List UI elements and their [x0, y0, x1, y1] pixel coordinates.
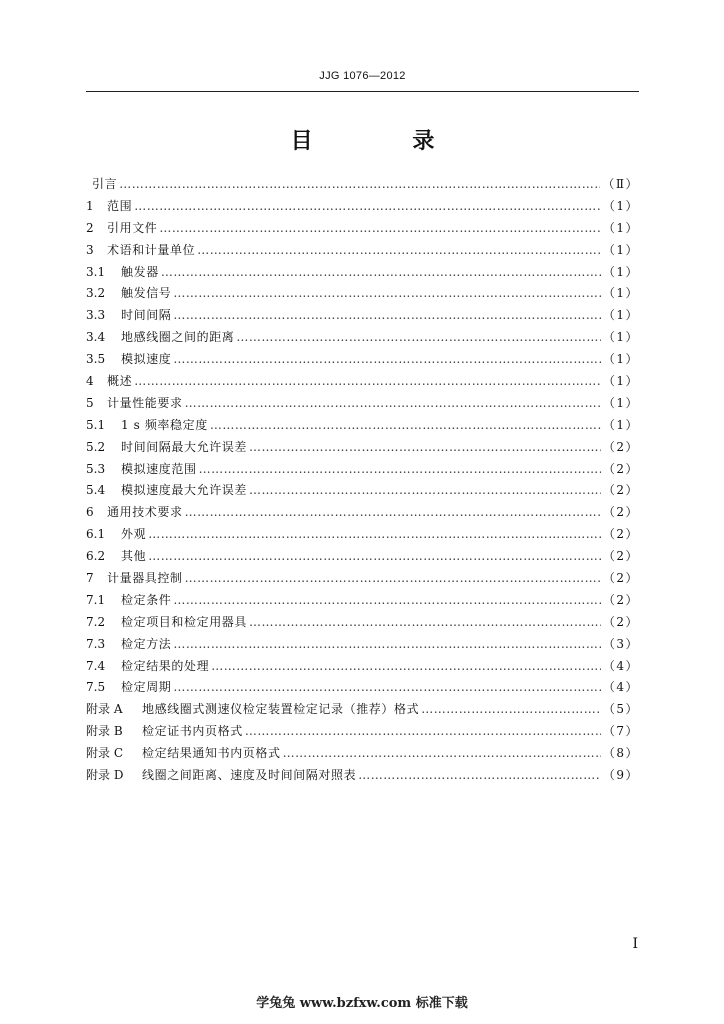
toc-entry-title: 引用文件: [107, 220, 158, 235]
toc-leader-dots: [173, 283, 600, 305]
toc-entry-number: 3.2: [86, 286, 106, 301]
toc-entry-title: 触发器: [121, 264, 159, 279]
toc-entry-number: 3.4: [86, 330, 106, 345]
toc-entry-page: （1）: [602, 352, 639, 367]
toc-entry-page: （4）: [602, 658, 639, 673]
toc-entry-page: （4）: [602, 680, 639, 695]
toc-entry-title: 1 s 频率稳定度: [121, 417, 208, 432]
toc-leader-dots: [173, 305, 600, 327]
toc-entry[interactable]: [86, 218, 639, 240]
toc-entry-number: 3.3: [86, 308, 106, 323]
toc-entry-page: （2）: [602, 505, 639, 520]
toc-entry-number: 1: [86, 198, 94, 213]
toc-entry-number: 7.4: [86, 658, 106, 673]
toc-entry-page: （1）: [602, 417, 639, 432]
toc-leader-dots: [249, 437, 601, 459]
toc-entry[interactable]: [86, 240, 639, 262]
toc-entry-page: （2）: [602, 549, 639, 564]
toc-entry-page: （1）: [602, 220, 639, 235]
toc-entry[interactable]: [86, 634, 639, 656]
toc-entry-number: 6.2: [86, 549, 106, 564]
toc-entry-number: 2: [86, 220, 94, 235]
toc-entry-title: 检定项目和检定用器具: [121, 614, 248, 629]
toc-entry-number: 5.3: [86, 461, 106, 476]
toc-entry-title: 触发信号: [121, 286, 172, 301]
toc-entry-number: 5.1: [86, 417, 106, 432]
toc-entry-number: 3: [86, 242, 94, 257]
toc-entry-page: （1）: [602, 286, 639, 301]
toc-entry-title: 检定结果通知书内页格式: [142, 746, 281, 761]
toc-entry-page: （Ⅱ）: [602, 177, 639, 191]
toc-entry[interactable]: [86, 546, 639, 568]
toc-entry[interactable]: [86, 590, 639, 612]
toc-entry-number: 附录 D: [86, 768, 124, 783]
toc-entry-page: （2）: [602, 527, 639, 542]
toc-entry[interactable]: [86, 677, 639, 699]
toc-entry[interactable]: [86, 305, 639, 327]
toc-entry-page: （1）: [602, 330, 639, 345]
toc-entry-number: 7.3: [86, 636, 106, 651]
toc-entry-number: 3.1: [86, 264, 106, 279]
toc-leader-dots: [161, 262, 601, 284]
toc-entry-number: 5.2: [86, 439, 106, 454]
toc-leader-dots: [236, 327, 600, 349]
toc-entry[interactable]: [86, 174, 639, 196]
running-header: JJG 1076—2012: [319, 70, 406, 82]
toc-entry-title: 检定周期: [121, 680, 172, 695]
toc-entry-title: 引言: [92, 177, 118, 191]
table-of-contents: [86, 174, 639, 787]
toc-entry-page: （1）: [602, 395, 639, 410]
toc-leader-dots: [249, 480, 601, 502]
toc-entry-number: 7: [86, 571, 94, 586]
toc-leader-dots: [173, 590, 600, 612]
toc-entry[interactable]: [86, 721, 639, 743]
toc-entry-page: （3）: [602, 636, 639, 651]
toc-entry-number: 7.1: [86, 592, 106, 607]
toc-entry-title: 模拟速度: [121, 352, 172, 367]
toc-leader-dots: [199, 459, 601, 481]
toc-entry-page: （2）: [602, 439, 639, 454]
toc-entry-title: 检定条件: [121, 592, 172, 607]
toc-entry-number: 3.5: [86, 352, 106, 367]
toc-entry[interactable]: [86, 656, 639, 678]
toc-entry-page: （2）: [602, 592, 639, 607]
page-number: I: [632, 936, 638, 952]
toc-entry-page: （2）: [602, 483, 639, 498]
toc-leader-dots: [210, 415, 601, 437]
toc-entry[interactable]: [86, 283, 639, 305]
toc-leader-dots: [249, 612, 601, 634]
toc-entry-title: 地感线圈之间的距离: [121, 330, 235, 345]
toc-entry-number: 附录 A: [86, 702, 123, 717]
page-title: 目 录: [290, 129, 481, 154]
toc-leader-dots: [148, 546, 601, 568]
toc-entry-title: 范围: [107, 198, 133, 213]
toc-entry-page: （1）: [602, 264, 639, 279]
toc-entry-page: （1）: [602, 198, 639, 213]
toc-entry-page: （7）: [602, 724, 639, 739]
toc-entry-number: 附录 B: [86, 724, 123, 739]
toc-entry-number: 6: [86, 505, 94, 520]
toc-leader-dots: [119, 174, 600, 196]
toc-entry[interactable]: [86, 459, 639, 481]
toc-leader-dots: [421, 699, 601, 721]
toc-entry-title: 地感线圈式测速仪检定装置检定记录（推荐）格式: [142, 702, 420, 717]
footer-watermark: 学兔兔 www.bzfxw.com 标准下载: [256, 996, 468, 1011]
toc-leader-dots: [358, 765, 601, 787]
toc-entry[interactable]: [86, 437, 639, 459]
toc-leader-dots: [185, 568, 601, 590]
toc-entry[interactable]: [86, 699, 639, 721]
toc-entry-page: （1）: [602, 308, 639, 323]
toc-entry-page: （1）: [602, 374, 639, 389]
toc-entry[interactable]: [86, 524, 639, 546]
toc-entry-number: 5: [86, 395, 94, 410]
toc-entry-title: 检定证书内页格式: [142, 724, 243, 739]
toc-entry-number: 7.2: [86, 614, 106, 629]
toc-entry[interactable]: [86, 502, 639, 524]
toc-leader-dots: [197, 240, 601, 262]
toc-entry-title: 时间间隔: [121, 308, 172, 323]
toc-entry-number: 4: [86, 374, 94, 389]
toc-leader-dots: [185, 502, 601, 524]
toc-entry-title: 时间间隔最大允许误差: [121, 439, 248, 454]
toc-entry-title: 计量器具控制: [107, 571, 183, 586]
toc-entry[interactable]: [86, 612, 639, 634]
toc-entry-title: 计量性能要求: [107, 395, 183, 410]
toc-entry-number: 6.1: [86, 527, 106, 542]
toc-entry-title: 通用技术要求: [107, 505, 183, 520]
toc-entry-title: 概述: [107, 374, 133, 389]
toc-entry-title: 外观: [121, 527, 147, 542]
toc-entry-title: 术语和计量单位: [107, 242, 196, 257]
toc-entry[interactable]: [86, 568, 639, 590]
toc-entry[interactable]: [86, 743, 639, 765]
toc-entry[interactable]: [86, 415, 639, 437]
toc-entry[interactable]: [86, 196, 639, 218]
toc-entry-title: 模拟速度最大允许误差: [121, 483, 248, 498]
toc-leader-dots: [173, 677, 600, 699]
toc-leader-dots: [134, 196, 601, 218]
toc-entry-number: 附录 C: [86, 746, 123, 761]
toc-entry[interactable]: [86, 327, 639, 349]
toc-leader-dots: [148, 524, 601, 546]
toc-entry-page: （5）: [602, 702, 639, 717]
toc-entry-title: 模拟速度范围: [121, 461, 197, 476]
toc-leader-dots: [173, 349, 600, 371]
toc-entry[interactable]: [86, 262, 639, 284]
toc-entry[interactable]: [86, 349, 639, 371]
toc-entry-page: （9）: [602, 768, 639, 783]
toc-leader-dots: [283, 743, 601, 765]
toc-entry[interactable]: [86, 480, 639, 502]
toc-leader-dots: [134, 371, 601, 393]
toc-entry-page: （2）: [602, 461, 639, 476]
toc-entry[interactable]: [86, 371, 639, 393]
toc-entry-number: 5.4: [86, 483, 106, 498]
toc-entry[interactable]: [86, 765, 639, 787]
toc-entry-title: 检定方法: [121, 636, 172, 651]
toc-leader-dots: [159, 218, 600, 240]
toc-entry-page: （2）: [602, 614, 639, 629]
toc-leader-dots: [211, 656, 601, 678]
header-rule: [86, 91, 639, 92]
toc-entry-page: （1）: [602, 242, 639, 257]
toc-entry-number: 7.5: [86, 680, 106, 695]
toc-entry[interactable]: [86, 393, 639, 415]
toc-entry-title: 线圈之间距离、速度及时间间隔对照表: [142, 768, 357, 783]
toc-entry-title: 检定结果的处理: [121, 658, 210, 673]
toc-leader-dots: [185, 393, 601, 415]
toc-leader-dots: [173, 634, 600, 656]
toc-entry-title: 其他: [121, 549, 147, 564]
toc-leader-dots: [245, 721, 601, 743]
toc-entry-page: （8）: [602, 746, 639, 761]
toc-entry-page: （2）: [602, 571, 639, 586]
